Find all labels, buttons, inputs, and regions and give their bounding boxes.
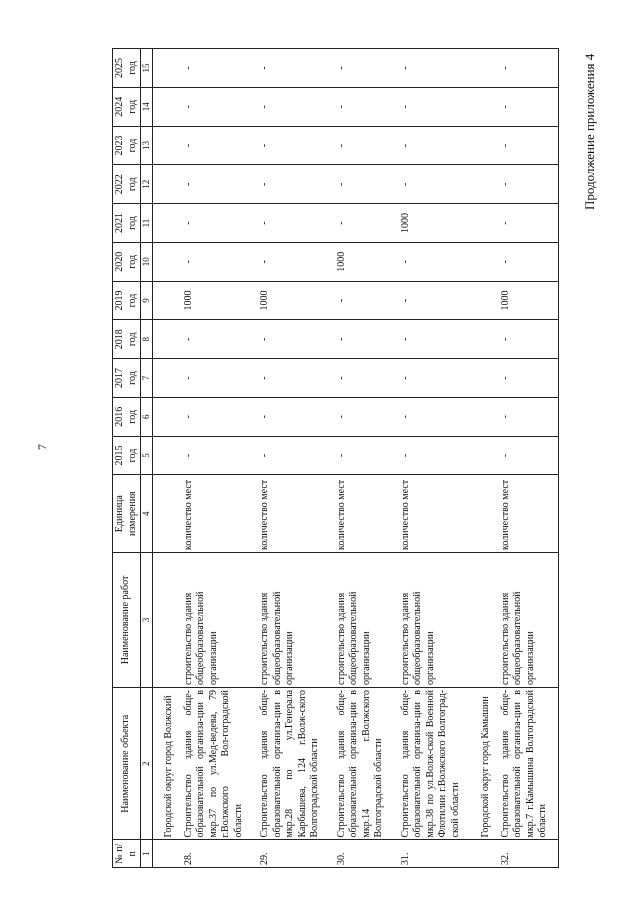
value-cell: - bbox=[494, 165, 559, 204]
header-year: 2020 год bbox=[113, 242, 141, 281]
value-cell: - bbox=[394, 436, 471, 475]
value-cell: - bbox=[253, 397, 330, 436]
unit: количество мест bbox=[253, 475, 330, 553]
column-number: 3 bbox=[141, 552, 153, 687]
unit: количество мест bbox=[330, 475, 394, 553]
object-name: Строительство здания обще-образовательной организа-ции в мкр.14 г.Волжского Волгоградской области bbox=[330, 687, 394, 840]
value-cell: - bbox=[494, 126, 559, 165]
header-year: 2025 год bbox=[113, 49, 141, 88]
value-cell: - bbox=[177, 242, 254, 281]
continuation-label: Продолжение приложения 4 bbox=[582, 53, 597, 210]
value-cell: 1000 bbox=[394, 204, 471, 243]
value-cell: - bbox=[253, 126, 330, 165]
group-row bbox=[153, 49, 177, 868]
object-name: Строительство здания обще-образовательной организа-ции в мкр.7 г.Камышина Волгоградской области bbox=[494, 687, 559, 840]
programme-table bbox=[112, 48, 559, 868]
table-row bbox=[253, 49, 330, 868]
value-cell: - bbox=[394, 242, 471, 281]
value-cell: - bbox=[177, 126, 254, 165]
work-name: строительство здания общеобразовательной организации bbox=[394, 552, 471, 687]
column-number: 6 bbox=[141, 397, 153, 436]
value-cell: - bbox=[394, 281, 471, 320]
value-cell: - bbox=[394, 126, 471, 165]
value-cell: 1000 bbox=[177, 281, 254, 320]
header-unit: Единица измерения bbox=[113, 475, 141, 553]
value-cell: - bbox=[177, 165, 254, 204]
value-cell: - bbox=[253, 165, 330, 204]
header-object: Наименование объекта bbox=[113, 687, 141, 840]
header-year: 2015 год bbox=[113, 436, 141, 475]
value-cell: - bbox=[253, 204, 330, 243]
table-row bbox=[394, 49, 471, 868]
header-year: 2018 год bbox=[113, 320, 141, 359]
value-cell: - bbox=[177, 397, 254, 436]
column-number: 9 bbox=[141, 281, 153, 320]
value-cell: - bbox=[394, 320, 471, 359]
row-number: 29. bbox=[253, 840, 330, 868]
table-row bbox=[494, 49, 559, 868]
table-row bbox=[177, 49, 254, 868]
value-cell: - bbox=[253, 436, 330, 475]
header-year: 2021 год bbox=[113, 204, 141, 243]
header-row bbox=[113, 49, 141, 868]
value-cell: - bbox=[330, 165, 394, 204]
value-cell: - bbox=[330, 281, 394, 320]
column-number: 7 bbox=[141, 359, 153, 398]
value-cell: - bbox=[330, 204, 394, 243]
value-cell: - bbox=[330, 320, 394, 359]
column-number: 1 bbox=[141, 840, 153, 868]
value-cell: - bbox=[494, 87, 559, 126]
column-number: 4 bbox=[141, 475, 153, 553]
value-cell: - bbox=[494, 242, 559, 281]
row-number: 30. bbox=[330, 840, 394, 868]
value-cell: - bbox=[253, 359, 330, 398]
object-name: Строительство здания обще-образовательной организа-ции в мкр.38 по ул.Волж-ской Военной Флотилии г.Волжского Волгоград-ской области bbox=[394, 687, 471, 840]
header-year: 2019 год bbox=[113, 281, 141, 320]
value-cell: - bbox=[394, 87, 471, 126]
object-name: Строительство здания обще-образовательной организа-ции в мкр.37 по ул.Мед-ведева, 79 г.Волжского Вол-гоградской области bbox=[177, 687, 254, 840]
work-name: строительство здания общеобразовательной организации bbox=[494, 552, 559, 687]
header-year: 2022 год bbox=[113, 165, 141, 204]
value-cell: - bbox=[253, 320, 330, 359]
column-number: 2 bbox=[141, 687, 153, 840]
value-cell: - bbox=[177, 204, 254, 243]
value-cell: - bbox=[394, 359, 471, 398]
work-name: строительство здания общеобразовательной организации bbox=[330, 552, 394, 687]
rotated-table-container bbox=[112, 48, 549, 868]
column-number: 15 bbox=[141, 49, 153, 88]
value-cell: - bbox=[330, 126, 394, 165]
row-number: 31. bbox=[394, 840, 471, 868]
value-cell: - bbox=[330, 436, 394, 475]
value-cell: - bbox=[394, 49, 471, 88]
column-number: 10 bbox=[141, 242, 153, 281]
unit: количество мест bbox=[394, 475, 471, 553]
column-number: 5 bbox=[141, 436, 153, 475]
group-title: Городской округ город Волжский bbox=[153, 687, 177, 840]
column-number: 12 bbox=[141, 165, 153, 204]
value-cell: - bbox=[494, 359, 559, 398]
value-cell: - bbox=[394, 397, 471, 436]
value-cell: - bbox=[330, 359, 394, 398]
header-year: 2016 год bbox=[113, 397, 141, 436]
value-cell: - bbox=[494, 397, 559, 436]
column-number: 8 bbox=[141, 320, 153, 359]
value-cell: - bbox=[394, 165, 471, 204]
table-row bbox=[330, 49, 394, 868]
value-cell: - bbox=[494, 320, 559, 359]
value-cell: - bbox=[253, 87, 330, 126]
value-cell: - bbox=[177, 320, 254, 359]
header-work: Наименование работ bbox=[113, 552, 141, 687]
value-cell: - bbox=[330, 87, 394, 126]
value-cell: - bbox=[330, 397, 394, 436]
value-cell: - bbox=[494, 49, 559, 88]
work-name: строительство здания общеобразовательной организации bbox=[253, 552, 330, 687]
column-number: 11 bbox=[141, 204, 153, 243]
value-cell: - bbox=[177, 49, 254, 88]
column-number: 14 bbox=[141, 87, 153, 126]
unit: количество мест bbox=[177, 475, 254, 553]
header-no: № п/п bbox=[113, 840, 141, 868]
value-cell: - bbox=[177, 436, 254, 475]
column-number-row bbox=[141, 49, 153, 868]
value-cell: - bbox=[494, 204, 559, 243]
row-number: 28. bbox=[177, 840, 254, 868]
object-name: Строительство здания обще-образовательной организа-ции в мкр.28 по ул.Генерала Карбышева, 124 г.Волж-ского Волгоградской области bbox=[253, 687, 330, 840]
value-cell: - bbox=[177, 87, 254, 126]
work-name: строительство здания общеобразовательной организации bbox=[177, 552, 254, 687]
row-number: 32. bbox=[494, 840, 559, 868]
group-row bbox=[470, 49, 494, 868]
page-number: 7 bbox=[35, 444, 49, 450]
header-year: 2017 год bbox=[113, 359, 141, 398]
value-cell: 1000 bbox=[253, 281, 330, 320]
header-year: 2024 год bbox=[113, 87, 141, 126]
value-cell: 1000 bbox=[494, 281, 559, 320]
group-title: Городской округ город Камышин bbox=[470, 687, 494, 840]
value-cell: - bbox=[253, 242, 330, 281]
header-year: 2023 год bbox=[113, 126, 141, 165]
value-cell: - bbox=[253, 49, 330, 88]
value-cell: - bbox=[330, 49, 394, 88]
value-cell: - bbox=[494, 436, 559, 475]
unit: количество мест bbox=[494, 475, 559, 553]
value-cell: - bbox=[177, 359, 254, 398]
column-number: 13 bbox=[141, 126, 153, 165]
value-cell: 1000 bbox=[330, 242, 394, 281]
